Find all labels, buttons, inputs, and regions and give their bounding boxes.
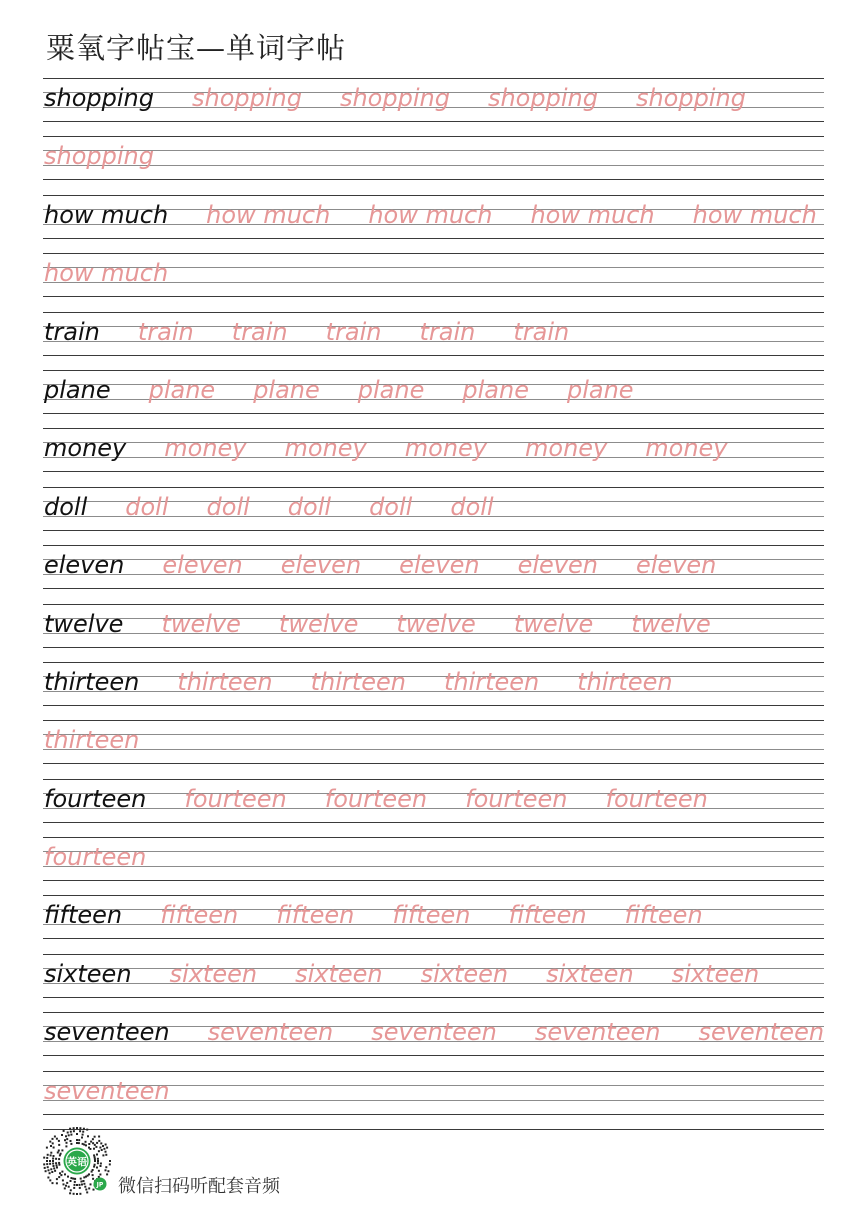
trace-word: shopping bbox=[339, 84, 450, 112]
guide-line bbox=[43, 647, 824, 648]
scan-instruction: 微信扫码听配套音频 bbox=[118, 1176, 280, 1197]
guide-line bbox=[43, 413, 824, 414]
guide-line bbox=[43, 604, 824, 605]
trace-word: doll bbox=[369, 492, 413, 521]
guide-line bbox=[43, 545, 824, 546]
guide-line bbox=[43, 720, 824, 721]
practice-row bbox=[43, 895, 824, 953]
trace-word: money bbox=[645, 434, 728, 463]
practice-row bbox=[43, 1012, 824, 1070]
practice-row bbox=[43, 1071, 824, 1129]
word-group bbox=[44, 1076, 170, 1106]
guide-line bbox=[43, 763, 824, 764]
word-group bbox=[44, 317, 569, 347]
trace-word: fourteen bbox=[324, 784, 428, 813]
guide-line bbox=[43, 851, 824, 852]
guide-line bbox=[43, 253, 824, 254]
practice-row bbox=[43, 253, 824, 311]
trace-word: plane bbox=[253, 375, 320, 404]
guide-line bbox=[43, 150, 824, 151]
word-group bbox=[44, 784, 708, 814]
model-word: fifteen bbox=[44, 901, 123, 930]
guide-line bbox=[43, 837, 824, 838]
trace-word: eleven bbox=[635, 551, 717, 580]
word-group bbox=[44, 900, 703, 930]
practice-row bbox=[43, 662, 824, 720]
trace-word: doll bbox=[287, 492, 332, 521]
guide-line bbox=[43, 954, 824, 955]
word-group bbox=[44, 667, 673, 697]
trace-word: plane bbox=[462, 375, 529, 404]
model-word: shopping bbox=[44, 84, 154, 112]
trace-word: sixteen bbox=[169, 959, 258, 988]
model-word: plane bbox=[44, 375, 111, 404]
qr-corner-text: JP bbox=[96, 1181, 104, 1189]
model-word: seventeen bbox=[44, 1018, 170, 1047]
trace-word: thirteen bbox=[443, 667, 540, 696]
word-group bbox=[44, 141, 154, 171]
trace-word: fourteen bbox=[44, 843, 147, 872]
trace-word: thirteen bbox=[177, 667, 273, 696]
guide-line bbox=[43, 296, 824, 297]
guide-line bbox=[43, 530, 824, 531]
guide-line bbox=[43, 895, 824, 896]
guide-line bbox=[43, 588, 824, 589]
model-word: train bbox=[44, 317, 100, 346]
trace-word: fourteen bbox=[184, 784, 287, 813]
word-group bbox=[44, 258, 168, 288]
trace-word: train bbox=[419, 317, 476, 346]
trace-word: plane bbox=[148, 375, 216, 404]
word-group bbox=[44, 1017, 824, 1047]
trace-word: money bbox=[164, 434, 247, 463]
footer bbox=[42, 1126, 462, 1198]
trace-word: thirteen bbox=[310, 667, 406, 696]
trace-word: train bbox=[513, 317, 570, 346]
model-word: sixteen bbox=[44, 959, 132, 988]
trace-word: shopping bbox=[487, 84, 598, 112]
guide-line bbox=[43, 705, 824, 706]
trace-word: how much bbox=[692, 200, 817, 229]
guide-line bbox=[43, 428, 824, 429]
practice-row bbox=[43, 195, 824, 253]
trace-word: money bbox=[525, 434, 608, 463]
guide-line bbox=[43, 822, 824, 823]
trace-word: train bbox=[325, 317, 382, 346]
practice-row bbox=[43, 779, 824, 837]
trace-word: eleven bbox=[280, 551, 362, 580]
guide-line bbox=[43, 121, 824, 122]
trace-word: how much bbox=[368, 200, 493, 229]
trace-word: sixteen bbox=[295, 959, 383, 988]
guide-line bbox=[43, 734, 824, 735]
practice-sheet bbox=[43, 78, 824, 1129]
guide-line bbox=[43, 1012, 824, 1013]
trace-word: doll bbox=[450, 492, 494, 521]
trace-word: train bbox=[137, 317, 194, 346]
guide-line bbox=[43, 471, 824, 472]
word-group bbox=[44, 609, 711, 639]
trace-word: fourteen bbox=[605, 784, 708, 813]
trace-word: thirteen bbox=[44, 726, 140, 755]
model-word: twelve bbox=[44, 609, 124, 638]
trace-word: fifteen bbox=[276, 901, 355, 930]
trace-word: eleven bbox=[517, 551, 598, 580]
guide-line bbox=[43, 165, 824, 166]
trace-word: fifteen bbox=[392, 901, 471, 930]
word-group bbox=[44, 550, 716, 580]
trace-word: fifteen bbox=[160, 901, 239, 930]
guide-line bbox=[43, 779, 824, 780]
trace-word: eleven bbox=[162, 551, 243, 580]
guide-line bbox=[43, 195, 824, 196]
trace-word: twelve bbox=[278, 609, 359, 638]
trace-word: thirteen bbox=[577, 667, 673, 696]
trace-word: twelve bbox=[631, 609, 711, 638]
model-word: money bbox=[44, 434, 127, 463]
word-group bbox=[44, 842, 146, 872]
guide-line bbox=[43, 370, 824, 371]
model-word: fourteen bbox=[44, 784, 147, 813]
trace-word: money bbox=[404, 434, 487, 463]
trace-word: seventeen bbox=[44, 1076, 170, 1105]
trace-word: how much bbox=[530, 200, 655, 229]
trace-word: sixteen bbox=[671, 959, 760, 988]
word-group bbox=[44, 375, 634, 405]
trace-word: fifteen bbox=[508, 901, 587, 930]
practice-row bbox=[43, 604, 824, 662]
trace-word: plane bbox=[566, 375, 634, 404]
trace-word: sixteen bbox=[420, 959, 509, 988]
trace-word: seventeen bbox=[534, 1018, 661, 1047]
trace-word: seventeen bbox=[698, 1018, 825, 1047]
guide-line bbox=[43, 1114, 824, 1115]
trace-word: twelve bbox=[513, 609, 594, 638]
trace-word: train bbox=[231, 317, 288, 346]
trace-word: shopping bbox=[635, 84, 746, 112]
trace-word: money bbox=[284, 434, 367, 463]
practice-row bbox=[43, 136, 824, 194]
practice-row bbox=[43, 428, 824, 486]
trace-word: twelve bbox=[396, 609, 476, 638]
practice-row bbox=[43, 487, 824, 545]
guide-line bbox=[43, 78, 824, 79]
page-title: 粟氧字帖宝—单词字帖 bbox=[46, 31, 347, 65]
model-word: thirteen bbox=[44, 667, 140, 696]
trace-word: shopping bbox=[191, 84, 302, 112]
trace-word: fifteen bbox=[624, 901, 703, 930]
practice-row bbox=[43, 720, 824, 778]
trace-word: fourteen bbox=[465, 784, 568, 813]
word-group bbox=[44, 725, 139, 755]
practice-row bbox=[43, 545, 824, 603]
trace-word: sixteen bbox=[546, 959, 634, 988]
guide-line bbox=[43, 938, 824, 939]
guide-line bbox=[43, 1055, 824, 1056]
practice-row bbox=[43, 312, 824, 370]
guide-line bbox=[43, 1071, 824, 1072]
word-group bbox=[44, 492, 494, 522]
practice-row bbox=[43, 954, 824, 1012]
guide-line bbox=[43, 312, 824, 313]
trace-word: how much bbox=[206, 200, 331, 229]
model-word: doll bbox=[44, 492, 88, 521]
trace-word: how much bbox=[44, 259, 169, 288]
word-group bbox=[44, 433, 728, 463]
guide-line bbox=[43, 880, 824, 881]
guide-line bbox=[43, 866, 824, 867]
trace-word: seventeen bbox=[371, 1018, 497, 1047]
trace-word: doll bbox=[206, 492, 250, 521]
trace-word: plane bbox=[357, 375, 425, 404]
model-word: eleven bbox=[44, 551, 125, 580]
word-group bbox=[44, 83, 746, 113]
guide-line bbox=[43, 997, 824, 998]
guide-line bbox=[43, 238, 824, 239]
trace-word: shopping bbox=[44, 142, 154, 171]
practice-row bbox=[43, 837, 824, 895]
model-word: how much bbox=[44, 200, 169, 229]
trace-word: seventeen bbox=[207, 1018, 334, 1047]
trace-word: twelve bbox=[161, 609, 241, 638]
guide-line bbox=[43, 179, 824, 180]
guide-line bbox=[43, 662, 824, 663]
word-group bbox=[44, 200, 817, 230]
trace-word: eleven bbox=[399, 551, 480, 580]
guide-line bbox=[43, 355, 824, 356]
word-group bbox=[44, 959, 759, 989]
guide-line bbox=[43, 487, 824, 488]
guide-line bbox=[43, 749, 824, 750]
qr-badge-text: 英语 bbox=[67, 1157, 87, 1169]
qr-code-icon[interactable] bbox=[42, 1126, 112, 1196]
practice-row bbox=[43, 78, 824, 136]
trace-word: doll bbox=[125, 492, 169, 521]
guide-line bbox=[43, 136, 824, 137]
practice-row bbox=[43, 370, 824, 428]
